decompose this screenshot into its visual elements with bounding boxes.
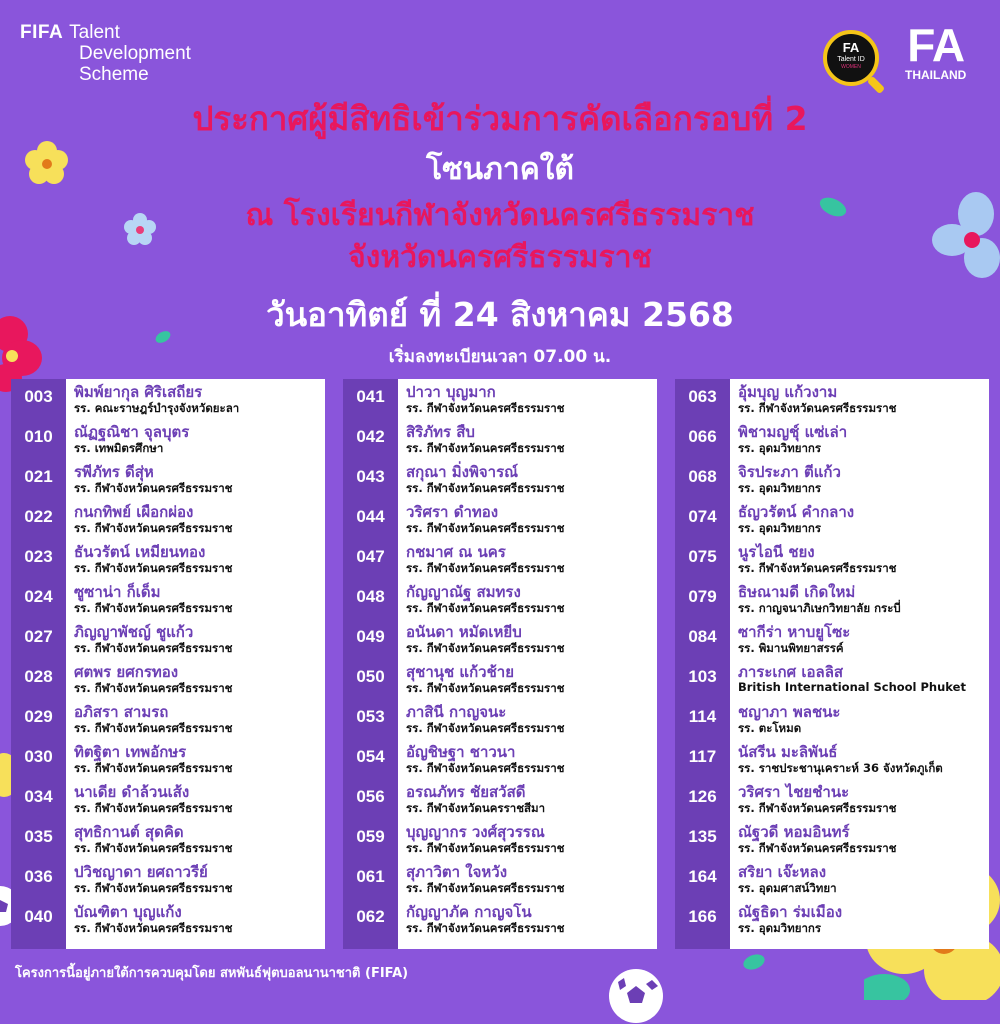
participant-list-column-3 [675,379,989,949]
participant-number: 050 [356,667,385,686]
participant-school: รร. กีฬาจังหวัดนครศรีธรรมราช [74,601,233,615]
participant-school: รร. กีฬาจังหวัดนครศรีธรรมราช [406,601,565,615]
list-item [675,899,989,939]
talent-id-text: Talent ID [837,56,865,63]
list-item [11,859,325,899]
participant-number: 103 [688,667,717,686]
participant-school: รร. กีฬาจังหวัดนครศรีธรรมราช [74,721,233,735]
participant-number: 056 [356,787,385,806]
participant-name: สกุณา มิ่งพิจารณ์ [406,463,519,481]
participant-name: พิชามญชุ์ แซ่เล่า [738,423,848,441]
zone-heading: โซนภาคใต้ [426,152,574,187]
participant-school: รร. กีฬาจังหวัดนครศรีธรรมราช [74,761,233,775]
participant-number: 021 [24,467,53,486]
participant-name: ศตพร ยศกรทอง [74,663,179,681]
participant-name: ทิตฐิตา เทพอักษร [74,743,187,761]
participant-number: 042 [356,427,385,446]
talent-id-fa: FA [842,40,860,55]
participant-name: ปาวา บุญมาก [406,383,496,401]
list-item [343,779,657,819]
participant-name: วริศรา ดำทอง [406,503,499,521]
announcement-title: ประกาศผู้มีสิทธิเข้าร่วมการคัดเลือกรอบที่ 2 [192,99,808,138]
participant-name: ชญาภา พลชนะ [738,703,841,721]
participant-number: 022 [24,507,53,526]
list-item [11,379,325,419]
participant-name: สุชานุช แก้วช้าย [406,663,514,681]
list-item [11,779,325,819]
fifa-talent-scheme-logo [20,22,191,85]
participant-school: รร. กีฬาจังหวัดนครศรีธรรมราช [74,881,233,895]
participant-school: รร. กีฬาจังหวัดนครศรีธรรมราช [406,401,565,415]
participant-name: ภาระเกศ เอลลิส [738,663,844,681]
participant-name: รพีภัทร ดีสุ่ห [74,463,154,481]
list-item [675,699,989,739]
logo-text-scheme: Scheme [79,64,149,85]
participant-number: 074 [688,507,717,526]
participant-name: นูรไอนี ชยง [738,543,815,561]
leaf-icon [742,952,766,972]
participant-school: รร. อุดมวิทยากร [738,521,822,535]
participant-number: 028 [24,667,53,686]
participant-school: รร. กีฬาจังหวัดนครศรีธรรมราช [738,401,897,415]
participant-school: รร. กีฬาจังหวัดนครศรีธรรมราช [406,681,565,695]
participant-name: สิริภัทร สืบ [406,423,475,441]
participant-name: ณัฐวดี หอมอินทร์ [738,823,850,841]
participant-school: British International School Phuket [738,680,966,694]
participant-school: รร. ราชประชานุเคราะห์ 36 จังหวัดภูเก็ต [738,761,943,775]
participant-school: รร. กีฬาจังหวัดนครศรีธรรมราช [74,801,233,815]
talent-id-logo [823,30,879,86]
list-item [11,899,325,939]
participant-school: รร. อุดมวิทยากร [738,441,822,455]
participant-school: รร. กีฬาจังหวัดนครศรีธรรมราช [406,721,565,735]
participant-number: 047 [356,547,385,566]
list-item [343,499,657,539]
footer-note: โครงการนี้อยู่ภายใต้การควบคุมโดย สหพันธ์ฟุตบอลนานาชาติ (FIFA) [15,966,409,981]
list-item [11,819,325,859]
participant-school: รร. กีฬาจังหวัดนครศรีธรรมราช [406,881,565,895]
participant-number: 030 [24,747,53,766]
participant-name: พิมพ์ยากุล ศิริเสถียร [74,383,203,401]
participant-name: อนันดา หมัดเหยีบ [406,623,522,641]
participant-name: อรณภัทร ชัยสวัสดี [406,783,526,801]
participant-number: 068 [688,467,717,486]
participant-name: ภาสินี กาญจนะ [406,703,507,721]
fa-thailand-letters: FA [907,19,965,71]
participant-number: 054 [356,747,385,766]
venue-heading: ณ โรงเรียนกีฬาจังหวัดนครศรีธรรมราช [245,198,755,233]
participant-number: 066 [688,427,717,446]
participant-number: 075 [688,547,717,566]
participant-list-column-2 [343,379,657,949]
participant-number: 035 [24,827,53,846]
list-item [675,579,989,619]
participant-school: รร. คณะราษฎร์บำรุงจังหวัดยะลา [74,401,240,415]
participant-school: รร. อุดมวิทยากร [738,921,822,935]
participant-name: ซากีร่า หาบยูโซะ [738,623,851,641]
list-item [675,779,989,819]
logo-text-talent: Talent [69,22,120,43]
list-item [675,619,989,659]
list-item [343,859,657,899]
participant-school: รร. กีฬาจังหวัดนครศรีธรรมราช [406,841,565,855]
participant-number: 044 [356,507,385,526]
participant-school: รร. กีฬาจังหวัดนครศรีธรรมราช [74,681,233,695]
participant-name: กนกทิพย์ เผือกผ่อง [74,503,194,521]
participant-school: รร. ตะโหมด [738,721,802,735]
list-item [11,659,325,699]
participant-number: 117 [688,747,717,766]
list-item [675,379,989,419]
participant-number: 048 [356,587,385,606]
list-item [675,459,989,499]
list-item [343,739,657,779]
list-item [343,419,657,459]
fifa-wordmark: FIFA [20,22,64,43]
list-item [343,819,657,859]
participant-school: รร. กีฬาจังหวัดนครศรีธรรมราช [406,921,565,935]
participant-name: สุภาวิตา ใจหวัง [406,863,508,881]
participant-number: 084 [688,627,717,646]
list-item [11,499,325,539]
list-item [11,739,325,779]
list-item [675,419,989,459]
list-item [675,739,989,779]
participant-name: ธัญวรัตน์ คำกลาง [738,503,855,521]
participant-name: บุญญากร วงศ์สุวรรณ [406,823,545,841]
participant-school: รร. กีฬาจังหวัดนครศรีธรรมราช [738,841,897,855]
date-heading: วันอาทิตย์ ที่ 24 สิงหาคม 2568 [266,295,734,334]
participant-number: 164 [688,867,717,886]
list-item [675,499,989,539]
participant-name: กัญญาณัฐ สมทรง [406,583,521,601]
participant-number: 003 [24,387,53,406]
participant-number: 063 [688,387,717,406]
participant-name: ธิษณามดี เกิดใหม่ [738,583,856,601]
participant-list-column-1 [11,379,325,949]
list-item [675,819,989,859]
participant-school: รร. กีฬาจังหวัดนครศรีธรรมราช [74,521,233,535]
participant-number: 034 [24,787,53,806]
participant-number: 041 [356,387,385,406]
participant-number: 135 [688,827,717,846]
list-item [11,619,325,659]
list-item [675,539,989,579]
list-item [11,579,325,619]
list-item [343,659,657,699]
participant-name: บัณฑิตา บุญแก้ง [74,903,182,921]
participant-number: 023 [24,547,53,566]
participant-name: อัญชิษฐา ชาวนา [406,743,516,761]
list-item [343,899,657,939]
participant-school: รร. กีฬาจังหวัดนครศรีธรรมราช [738,561,897,575]
participant-name: ณัฐธิดา ร่มเมือง [738,903,843,921]
participant-name: อุ้มบุญ แก้วงาม [738,383,838,401]
participant-school: รร. อุดมศาสน์วิทยา [738,881,837,895]
participant-name: ธันวรัตน์ เหมียนทอง [74,543,206,561]
participant-number: 061 [356,867,385,886]
participant-name: นาเดีย ดำล้วนเส้ง [74,783,190,801]
participant-school: รร. กีฬาจังหวัดนครศรีธรรมราช [406,521,565,535]
participant-name: อภิสรา สามรถ [74,703,169,721]
list-item [343,379,657,419]
participant-number: 043 [356,467,385,486]
talent-id-sub: WOMEN [841,64,861,70]
participant-school: รร. กีฬาจังหวัดนครศรีธรรมราช [406,641,565,655]
participant-name: กัญญาภัค กาญจโน [406,903,532,921]
participant-number: 049 [356,627,385,646]
participant-number: 027 [24,627,53,646]
participant-school: รร. กีฬาจังหวัดนครศรีธรรมราช [406,441,565,455]
logo-text-development: Development [79,43,191,64]
list-item [675,859,989,899]
registration-time: เริ่มลงทะเบียนเวลา 07.00 น. [388,347,612,367]
football-icon [608,968,664,1024]
list-item [11,699,325,739]
list-item [675,659,989,699]
participant-name: ภิญญาพัชญ์ ชูแก้ว [74,623,194,641]
participant-number: 010 [24,427,53,446]
list-item [343,539,657,579]
participant-school: รร. กีฬาจังหวัดนครราชสีมา [406,801,546,815]
participant-school: รร. เทพมิตรศึกษา [74,441,164,455]
participant-number: 029 [24,707,53,726]
participant-number: 024 [24,587,53,606]
participant-school: รร. อุดมวิทยากร [738,481,822,495]
participant-number: 062 [356,907,385,926]
participant-name: นัสรีน มะลิพันธ์ [738,743,838,761]
participant-school: รร. กีฬาจังหวัดนครศรีธรรมราช [406,761,565,775]
participant-name: กชมาศ ณ นคร [406,543,506,561]
participant-school: รร. กีฬาจังหวัดนครศรีธรรมราช [406,481,565,495]
participant-school: รร. กีฬาจังหวัดนครศรีธรรมราช [74,561,233,575]
participant-name: สริยา เจ๊ะหลง [738,863,827,881]
participant-number: 053 [356,707,385,726]
participant-name: จิรประภา ตีแก้ว [738,463,841,481]
participant-school: รร. กีฬาจังหวัดนครศรีธรรมราช [74,921,233,935]
list-item [343,619,657,659]
list-item [11,419,325,459]
participant-name: ปวิชญาดา ยศถาวรีย์ [74,863,208,881]
list-item [343,699,657,739]
participant-name: สุทธิกานต์ สุดคิด [74,823,184,841]
list-item [11,539,325,579]
participant-number: 079 [688,587,717,606]
participant-school: รร. กีฬาจังหวัดนครศรีธรรมราช [738,801,897,815]
participant-number: 040 [24,907,53,926]
fa-thailand-country: THAILAND [905,68,967,82]
participant-number: 059 [356,827,385,846]
fa-thailand-logo [905,19,967,82]
participant-school: รร. กีฬาจังหวัดนครศรีธรรมราช [406,561,565,575]
participant-school: รร. กาญจนาภิเษกวิทยาลัย กระบี่ [738,601,901,615]
province-heading: จังหวัดนครศรีธรรมราช [348,240,652,275]
list-item [343,459,657,499]
participant-name: ณัฏฐณิชา จุลบุตร [74,423,190,441]
participant-number: 166 [688,907,717,926]
list-item [343,579,657,619]
participant-number: 036 [24,867,53,886]
list-item [11,459,325,499]
participant-name: วริศรา ไชยชำนะ [738,783,850,801]
participant-school: รร. กีฬาจังหวัดนครศรีธรรมราช [74,481,233,495]
participant-school: รร. พิมานพิทยาสรรค์ [738,641,844,655]
participant-number: 114 [688,707,717,726]
participant-name: ซูซาน่า ก็เด็ม [74,583,161,601]
participant-school: รร. กีฬาจังหวัดนครศรีธรรมราช [74,841,233,855]
participant-number: 126 [688,787,717,806]
participant-school: รร. กีฬาจังหวัดนครศรีธรรมราช [74,641,233,655]
